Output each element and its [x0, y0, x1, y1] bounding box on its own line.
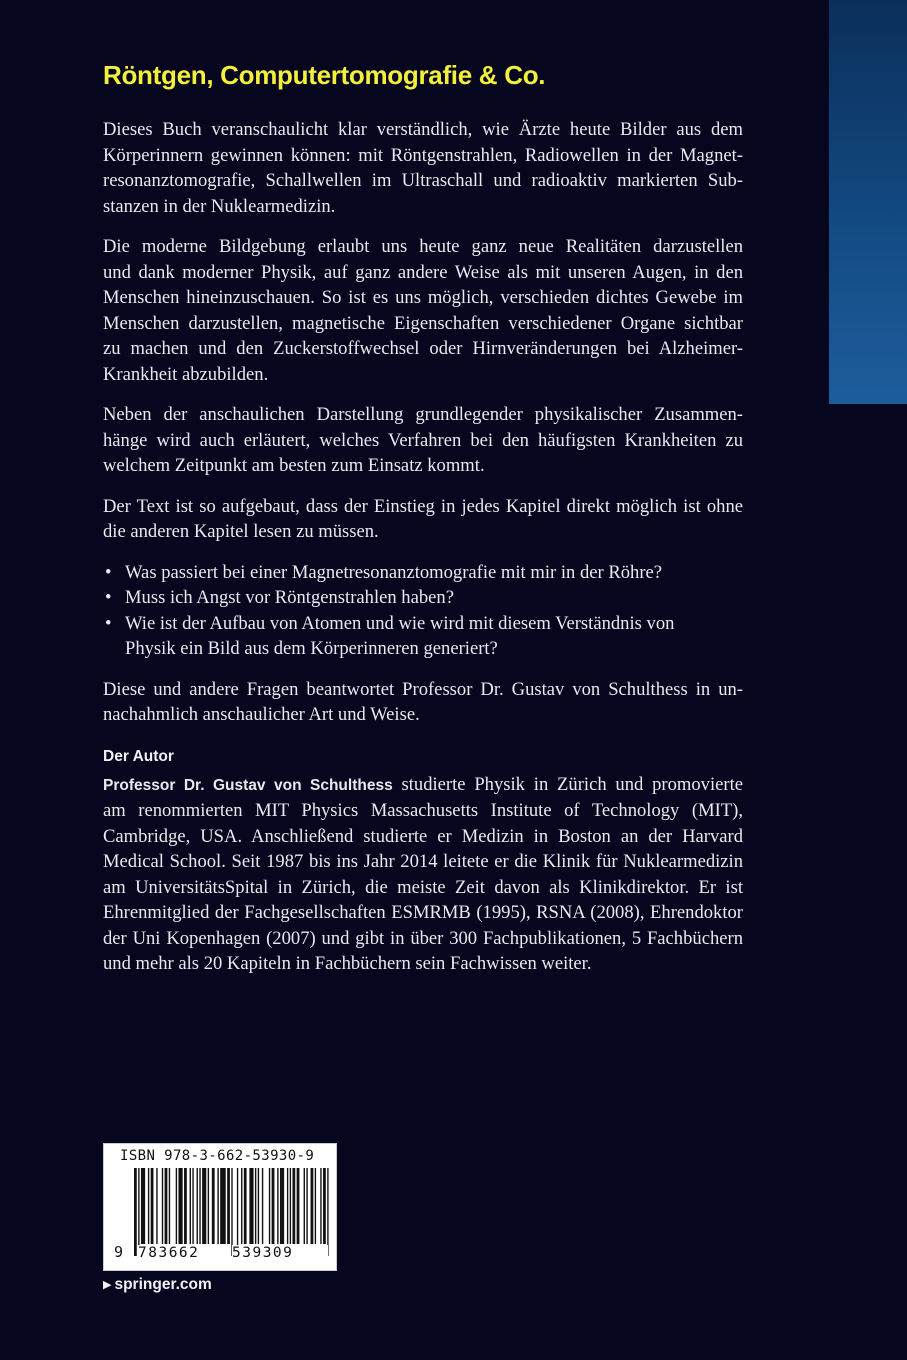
text-line: Was passiert bei einer Magnetresonanztomografie mit mir in der Röhre? [125, 561, 663, 583]
side-color-bar [829, 0, 907, 404]
text-line: am UniversitätsSpital in Zürich, die meiste Zeit davon als Klinikdirektor. Er ist [103, 876, 743, 898]
isbn-barcode [103, 1143, 337, 1271]
text-line: welchem Zeitpunkt am besten zum Einsatz kommt. [103, 455, 485, 476]
barcode-bar [290, 1168, 291, 1244]
barcode-bar [304, 1168, 305, 1244]
author-bio [103, 772, 743, 977]
barcode-bar [323, 1168, 326, 1244]
text-line: hänge wird auch erläutert, welches Verfahren bei den häufigsten Krankheiten zu [103, 429, 743, 451]
author-heading: Der Autor [103, 747, 174, 765]
barcode-bar [277, 1168, 278, 1244]
barcode-bar [141, 1168, 145, 1244]
description-paragraphs [103, 117, 743, 545]
list-item [103, 585, 743, 611]
text-line: stanzen in der Nuklearmedizin. [103, 195, 336, 217]
text-line: am renommierten MIT Physics Massachusetts Institute of Technology (MIT), [103, 800, 743, 821]
paragraph [103, 494, 743, 545]
barcode-bar [184, 1168, 187, 1244]
text-line: Neben der anschaulichen Darstellung grundlegender physikalischer Zusammen- [103, 404, 743, 425]
barcode-bar [176, 1168, 177, 1244]
barcode-bar [292, 1168, 295, 1244]
author-name: Professor Dr. Gustav von Schulthess [103, 776, 393, 794]
text-line: Der Text ist so aufgebaut, dass der Einstieg in jedes Kapitel direkt möglich ist ohne [103, 495, 743, 517]
arrow-right-icon: ▶ [103, 1279, 112, 1291]
barcode-bar [197, 1168, 198, 1244]
book-title: Röntgen, Computertomografie & Co. [103, 60, 546, 90]
barcode-bar [315, 1168, 316, 1244]
barcode-bar [255, 1168, 256, 1244]
paragraph [103, 402, 743, 479]
text-line: zu machen und den Zuckerstoffwechsel oder Hirnveränderungen bei Alzheimer- [103, 338, 743, 359]
barcode-bar [327, 1168, 328, 1256]
text-line: Diese und andere Fragen beantwortet Professor Dr. Gustav von Schulthess in un- [103, 678, 743, 700]
barcode-bar [192, 1168, 193, 1244]
barcode-bar [297, 1168, 300, 1244]
text-line: und mehr als 20 Kapiteln in Fachbüchern sein Fachwissen weiter. [103, 953, 592, 974]
text-line: Menschen hineinzuschauen. So ist es uns möglich, verschieden dichtes Gewebe im [103, 287, 743, 308]
text-line: Muss ich Angst vor Röntgenstrahlen haben? [125, 587, 454, 608]
barcode-bar [306, 1168, 307, 1244]
barcode-bar [262, 1168, 263, 1244]
back-cover-text [103, 60, 743, 992]
ean-right-digits: 539309 [232, 1245, 328, 1261]
text-line: Ehrenmitglied der Fachgesellschaften ESMRMB (1995), RSNA (2008), Ehrendoktor [103, 902, 743, 923]
barcode-bar [237, 1168, 238, 1256]
barcode-bar [199, 1168, 200, 1244]
text-line: der Uni Kopenhagen (2007) und gibt in über 300 Fachpublikationen, 5 Fachbüchern [103, 927, 743, 949]
author-first-line [103, 772, 743, 799]
barcode-bar [178, 1168, 182, 1244]
ean-first-digit: 9 [114, 1243, 124, 1261]
barcode-bar [231, 1168, 232, 1256]
barcode-bar [151, 1168, 154, 1244]
barcode-bar [162, 1168, 163, 1244]
list-item [103, 611, 743, 662]
barcode-bar [287, 1168, 288, 1244]
paragraph [103, 234, 743, 387]
website-label: springer.com [114, 1276, 212, 1293]
text-line: Medical School. Seit 1987 bis ins Jahr 2014 leitete er die Klinik für Nuklearmedizin [103, 851, 743, 872]
publisher-website[interactable] [103, 1276, 212, 1294]
text-line: die anderen Kapitel lesen zu müssen. [103, 521, 379, 542]
paragraph [103, 117, 743, 219]
text-line: Krankheit abzubilden. [103, 363, 269, 385]
barcode-bar [269, 1168, 270, 1244]
barcode-bar [208, 1168, 209, 1244]
text-line: Körperinnern gewinnen können: mit Röntgenstrahlen, Radiowellen in der Magnet- [103, 144, 743, 166]
barcode-bar [227, 1168, 230, 1244]
barcode-bar [244, 1168, 247, 1244]
text-line: Die moderne Bildgebung erlaubt uns heute ganz neue Realitäten darzustellen [103, 236, 743, 257]
barcode-bar [311, 1168, 314, 1244]
barcode-bar [202, 1168, 206, 1244]
barcode-bar [212, 1168, 215, 1244]
barcode-bars [134, 1168, 330, 1256]
isbn-label: ISBN 978-3-662-53930-9 [120, 1148, 315, 1164]
barcode-bar [241, 1168, 242, 1244]
closing-paragraph [103, 677, 743, 728]
barcode-bar [258, 1168, 259, 1244]
barcode-bar [156, 1168, 157, 1244]
question-list [103, 560, 743, 662]
barcode-bar [249, 1168, 253, 1244]
text-line: Cambridge, USA. Anschließend studierte er Medizin in Boston an der Harvard [103, 825, 743, 847]
barcode-bar [272, 1168, 275, 1244]
author-first-line-text: studierte Physik in Zürich und promovierte [392, 773, 743, 795]
barcode-bar [169, 1168, 170, 1244]
text-line: Menschen darzustellen, magnetische Eigenschaften verschiedener Organe sichtbar [103, 312, 743, 334]
text-line: und dank moderner Physik, auf ganz andere Weise als mit unseren Augen, in den [103, 261, 743, 283]
bullet-icon: • [105, 612, 112, 634]
barcode-bar [165, 1168, 168, 1244]
bullet-icon: • [105, 587, 112, 608]
text-line: Physik ein Bild aus dem Körperinneren generiert? [125, 638, 498, 659]
ean-left-digits: 783662 [138, 1245, 228, 1261]
barcode-bar [320, 1168, 321, 1244]
barcode-bar [280, 1168, 284, 1244]
text-line: Dieses Buch veranschaulicht klar verständlich, wie Ärzte heute Bilder aus dem [103, 119, 743, 140]
barcode-bar [134, 1168, 137, 1256]
barcode-bar [217, 1168, 218, 1244]
text-line: Wie ist der Aufbau von Atomen und wie wird mit diesem Verständnis von [125, 612, 675, 634]
barcode-bar [138, 1168, 139, 1256]
barcode-bar [220, 1168, 226, 1244]
barcode-bar [190, 1168, 191, 1244]
bullet-icon: • [105, 561, 112, 583]
text-line: nachahmlich anschaulicher Art und Weise. [103, 704, 420, 725]
text-line: resonanztomografie, Schallwellen im Ultraschall und radioaktiv markierten Sub- [103, 170, 743, 191]
list-item [103, 560, 743, 586]
barcode-bar [148, 1168, 149, 1244]
